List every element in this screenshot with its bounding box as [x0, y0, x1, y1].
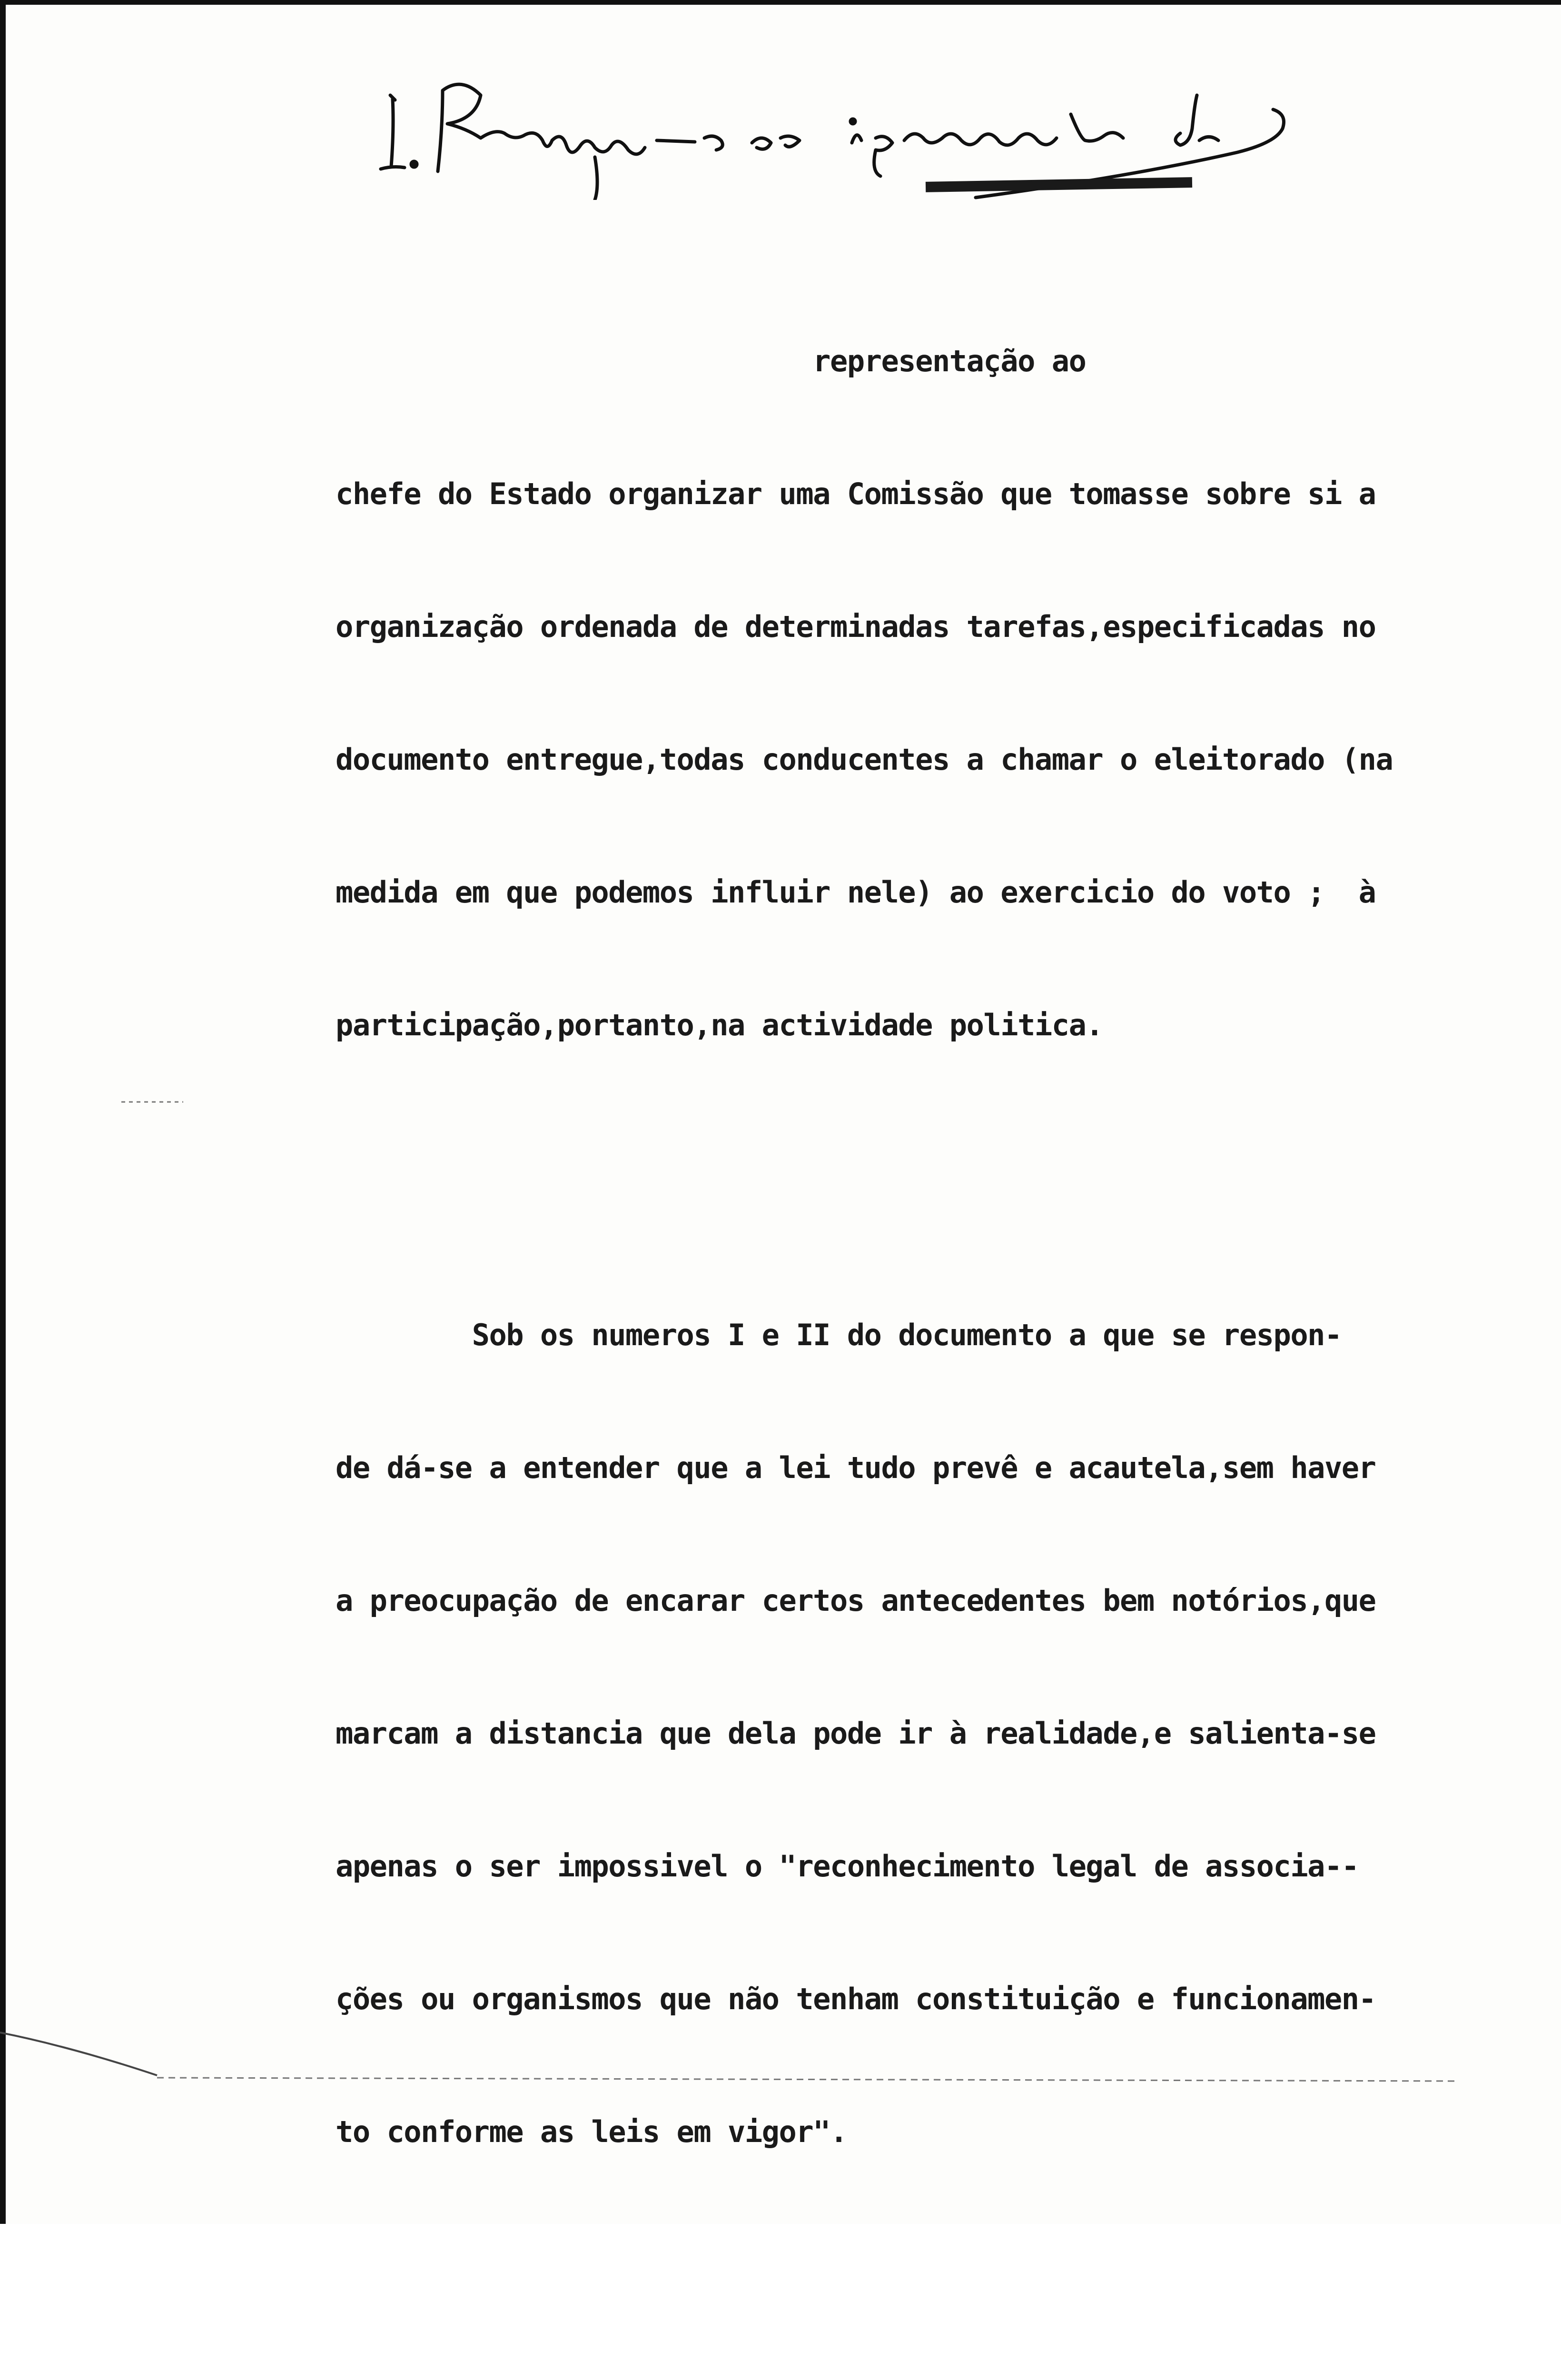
paragraph-3 — [336, 2331, 1554, 2380]
text-line: representação ao — [336, 344, 1086, 378]
text-line: to conforme as leis em vigor". — [336, 2114, 847, 2149]
text-line: documento entregue,todas conducentes a chamar o eleitorado (na — [336, 742, 1393, 777]
paragraph-2 — [336, 1224, 1554, 2242]
text-line: apenas o ser impossivel o "reconhecimento legal de associa-- — [336, 1849, 1359, 1884]
scan-border-left — [0, 0, 6, 2224]
scan-stroke — [0, 2033, 157, 2075]
scan-artifacts — [0, 2018, 1561, 2085]
text-line: Sob os numeros I e II do documento a que se respon- — [336, 1318, 1342, 1352]
scan-border-top — [0, 0, 1561, 5]
text-line: ções ou organismos que não tenham constituição e funcionamen- — [336, 1982, 1376, 2016]
text-line: medida em que podemos influir nele) ao exercicio do voto ; à — [336, 875, 1376, 910]
scan-artifact-left — [121, 1095, 188, 1109]
text-line: chefe do Estado organizar uma Comissão que tomasse sobre si a — [336, 476, 1376, 511]
paragraph-1 — [336, 250, 1554, 1136]
text-line: marcam a distancia que dela pode ir à realidade,e salienta-se — [336, 1716, 1376, 1751]
dashed-rule — [157, 2078, 1456, 2081]
text-line: participação,portanto,na actividade politica. — [336, 1008, 1103, 1042]
text-line: organização ordenada de determinadas tarefas,especificadas no — [336, 609, 1376, 644]
text-line: a preocupação de encarar certos antecedentes bem notórios,que — [336, 1583, 1376, 1618]
text-line: de dá-se a entender que a lei tudo prevê e acautela,sem haver — [336, 1450, 1376, 1485]
